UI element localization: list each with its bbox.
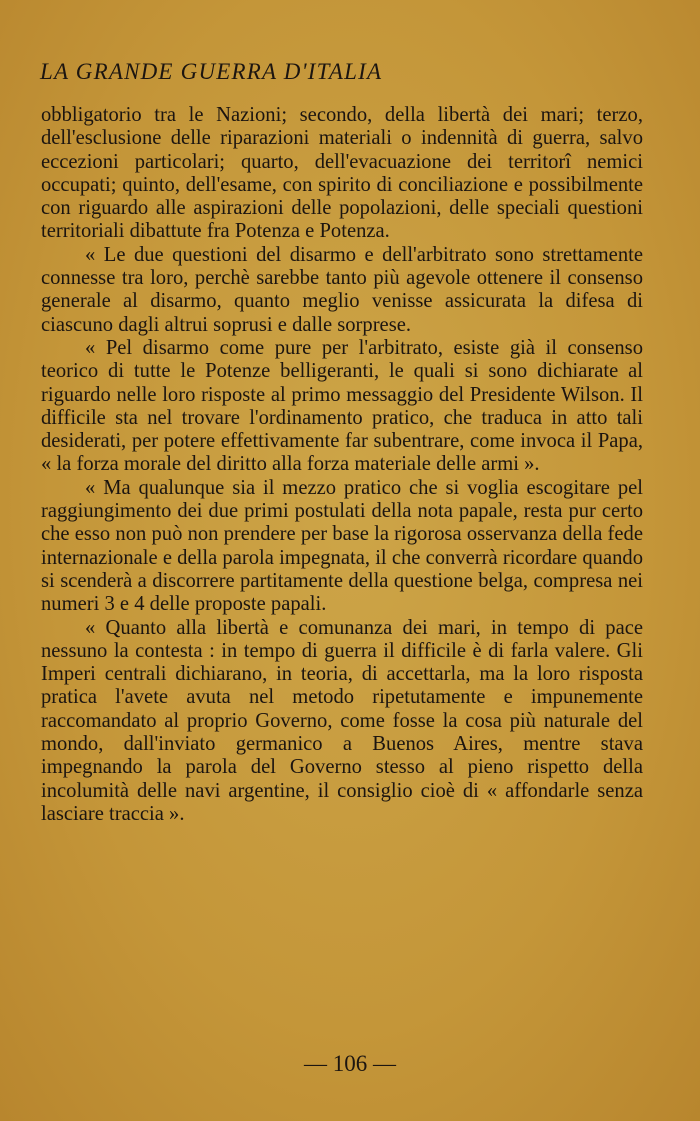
running-head: LA GRANDE GUERRA D'ITALIA [40, 59, 383, 84]
paragraph: « Ma qualunque sia il mezzo pratico che si voglia escogitare pel raggiungimento dei due primi postulati della nota papale, resta pur certo che esso non può non prendere per base la rigorosa osservanza della fede internazionale e della parola impegnata, il che converrà ricordare quando si scenderà a discorrere partitamente della questione belga, compresa nei numeri 3 e 4 delle proposte papali. [41, 476, 643, 616]
paragraph: « Le due questioni del disarmo e dell'arbitrato sono strettamente connesse tra loro, perchè sarebbe tanto più agevole ottenere il consenso generale al disarmo, quanto meglio venisse assicurata la difesa di ciascuno dagli altrui soprusi e dalle sorprese. [41, 243, 643, 336]
paragraph: « Pel disarmo come pure per l'arbitrato, esiste già il consenso teorico di tutte le Potenze belligeranti, le quali si sono dichiarate al riguardo nelle loro risposte al primo messaggio del Presidente Wilson. Il difficile sta nel trovare l'ordinamento pratico, che traduca in atto tali desiderati, per potere effettivamente far subentrare, come invoca il Papa, « la forza morale del diritto alla forza materiale delle armi ». [41, 336, 643, 476]
page-number: — 106 — [304, 1051, 396, 1076]
body-text [41, 104, 643, 826]
paragraph: « Quanto alla libertà e comunanza dei mari, in tempo di pace nessuno la contesta : in tempo di guerra il difficile è di farla valere. Gli Imperi centrali dichiarano, in teoria, di accettarla, ma la loro risposta pratica l'avete avuta nel metodo ripetutamente e impunemente raccomandato al proprio Governo, come fosse la cosa più naturale del mondo, dall'inviato germanico a Buenos Aires, mentre stava impegnando la parola del Governo stesso al pieno rispetto della incolumità delle navi argentine, il consiglio cioè di « affondarle senza lasciare traccia ». [41, 616, 643, 825]
paragraph: obbligatorio tra le Nazioni; secondo, della libertà dei mari; terzo, dell'esclusione delle riparazioni materiali o indennità di guerra, salvo eccezioni particolari; quarto, dell'evacuazione dei territorî nemici occupati; quinto, dell'esame, con spirito di conciliazione e possibilmente con riguardo alle aspirazioni delle popolazioni, delle speciali questioni territoriali dibattute fra Potenza e Potenza. [41, 104, 643, 243]
